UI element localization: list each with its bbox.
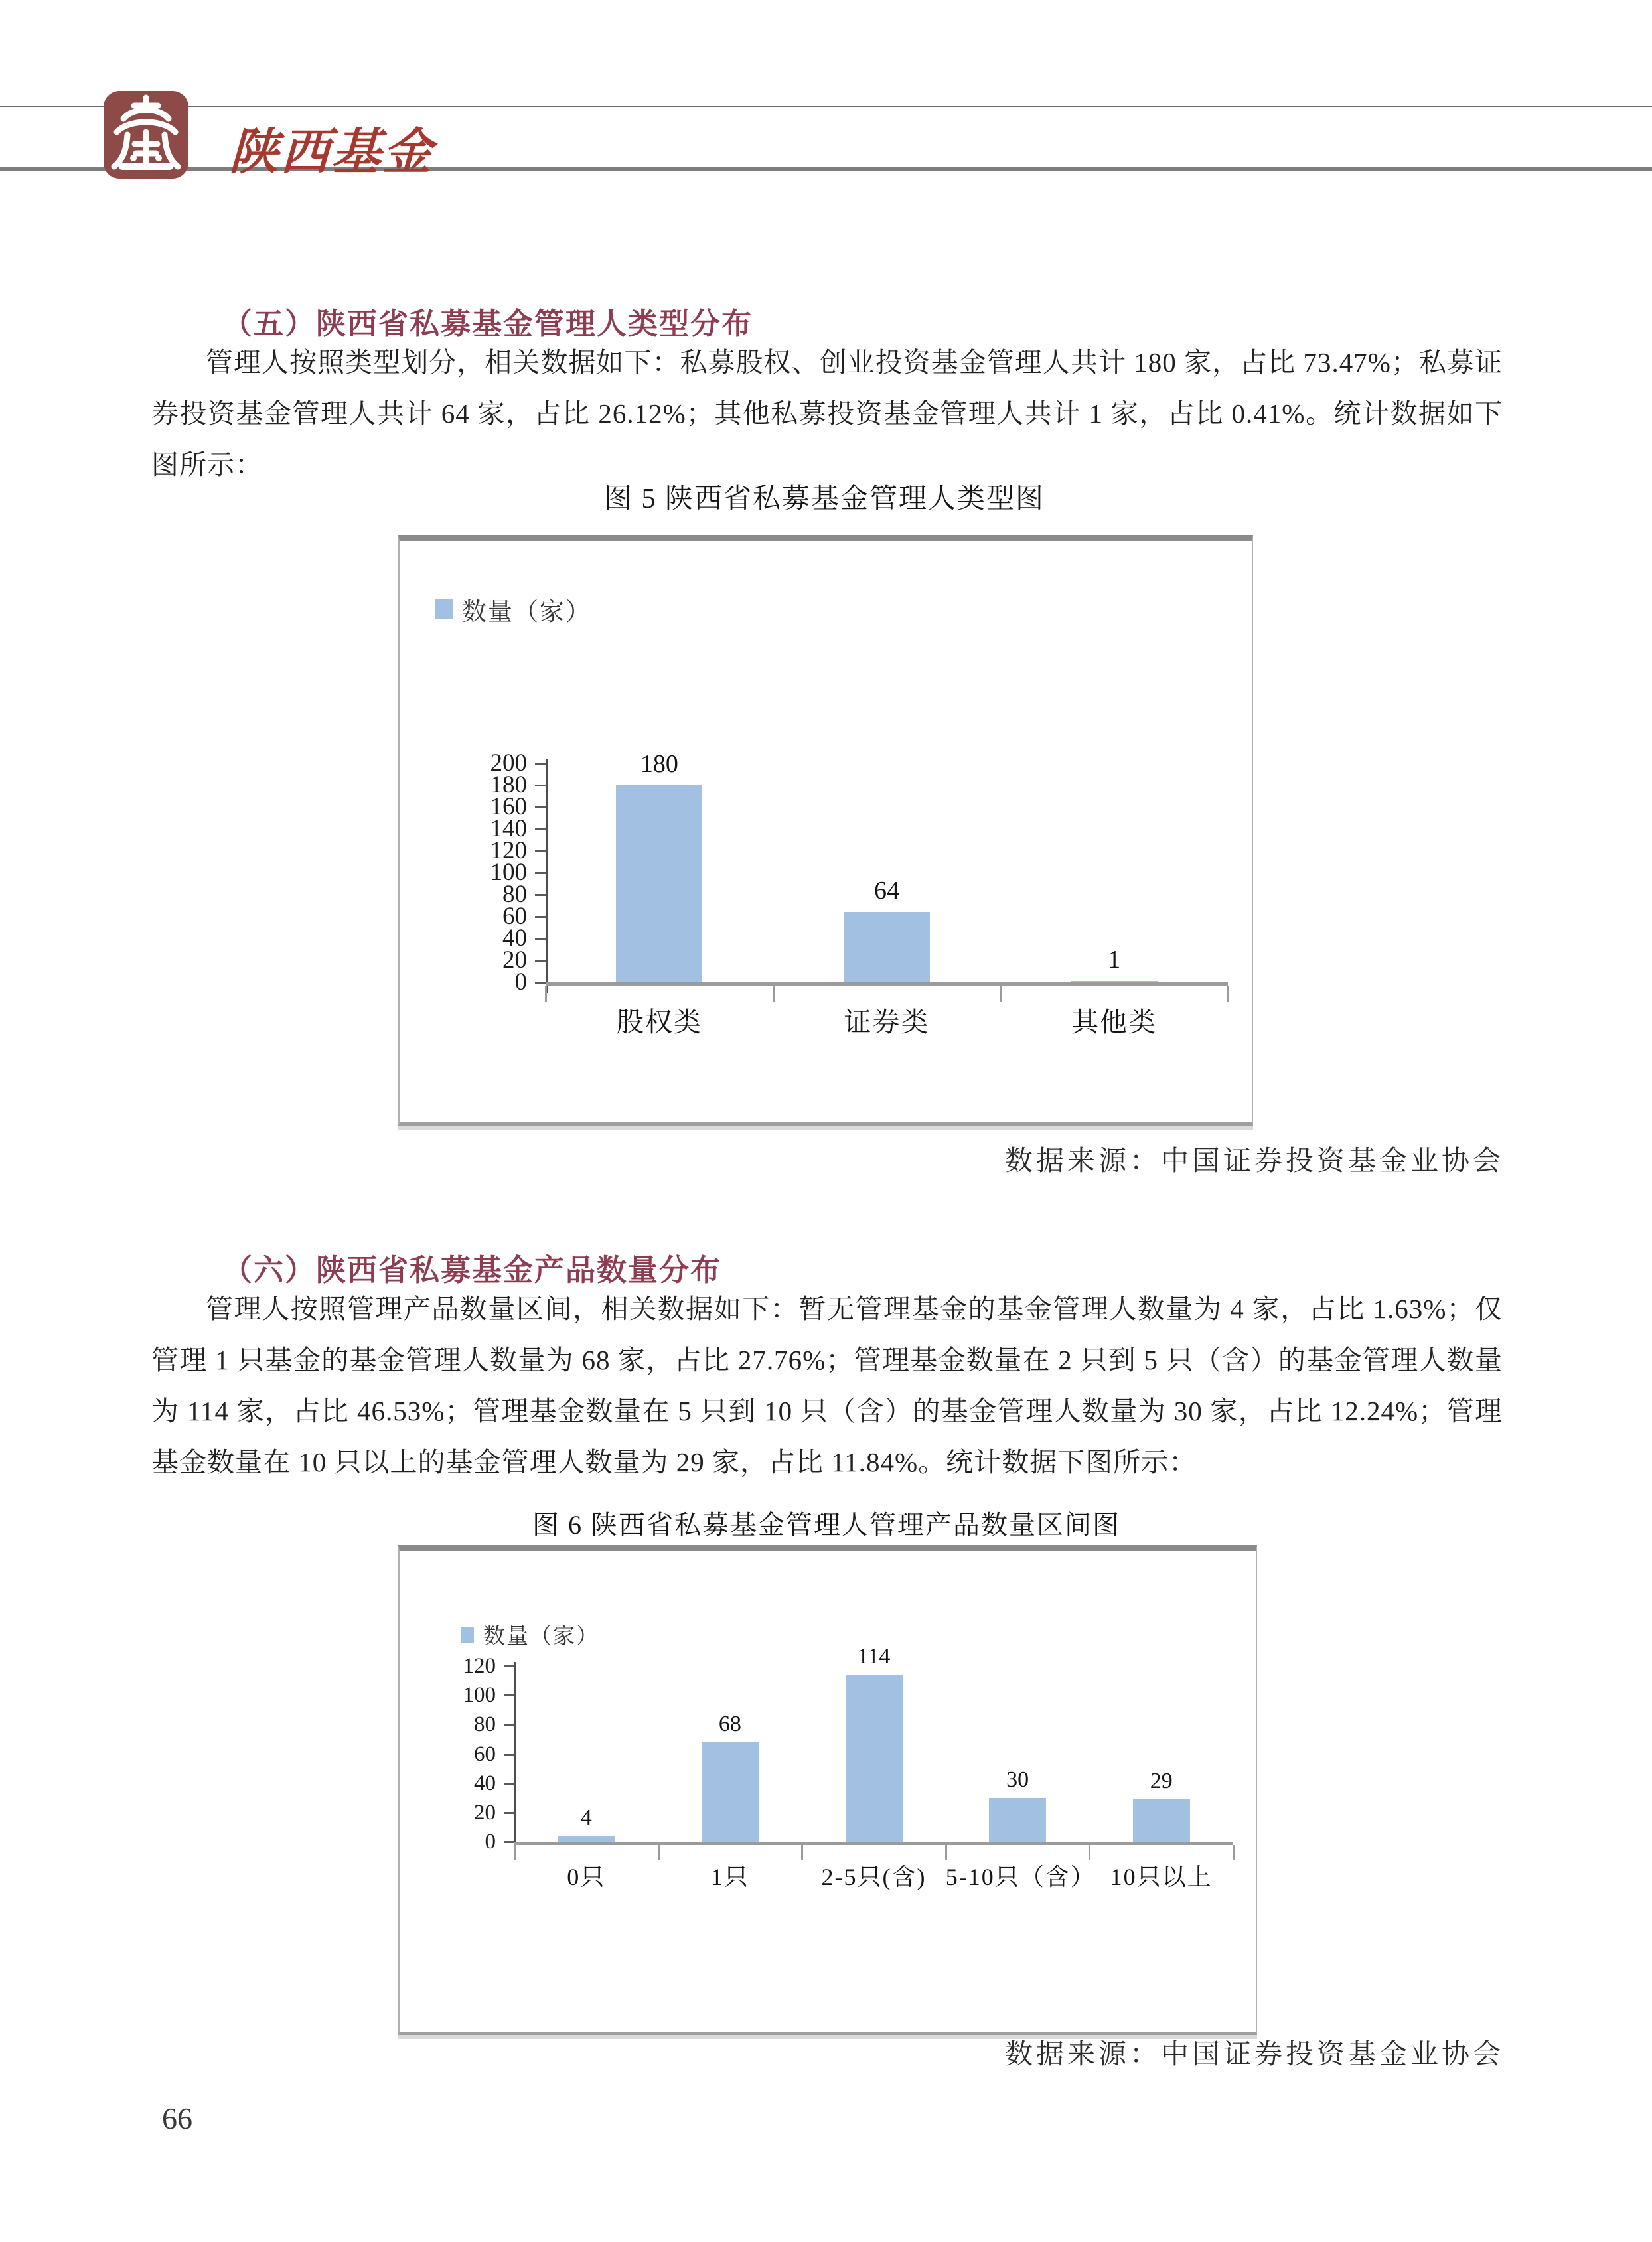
header-divider-thin bbox=[0, 106, 1652, 107]
section-5-paragraph: 管理人按照类型划分，相关数据如下：私募股权、创业投资基金管理人共计 180 家，占比 73.47%；私募证券投资基金管理人共计 64 家，占比 26.12%；其他私募投资基金管理人共计 1 家，占比 0.41%。统计数据如下图所示： bbox=[151, 347, 1503, 480]
category-label: 证券类 bbox=[844, 1007, 930, 1037]
y-axis-line bbox=[514, 1662, 516, 1852]
y-tick bbox=[535, 938, 546, 940]
y-tick-label: 80 bbox=[474, 1712, 496, 1737]
x-boundary-tick bbox=[658, 1845, 660, 1860]
y-tick bbox=[504, 1754, 514, 1756]
page-number: 66 bbox=[162, 2101, 192, 2135]
legend-label: 数量（家） bbox=[462, 599, 591, 626]
legend-color-swatch bbox=[461, 1627, 474, 1643]
figure-5-caption: 图 5 陕西省私募基金管理人类型图 bbox=[603, 484, 1045, 514]
y-tick-label: 0 bbox=[485, 1830, 496, 1854]
brand-calligraphy: 陕西基金 bbox=[228, 125, 435, 180]
bar bbox=[1133, 1799, 1190, 1842]
y-tick-label: 0 bbox=[514, 968, 527, 996]
section-5-heading: （五）陕西省私募基金管理人类型分布 bbox=[222, 307, 753, 340]
y-tick bbox=[535, 850, 546, 852]
y-tick-label: 60 bbox=[502, 903, 527, 930]
figure-5-chart bbox=[398, 535, 1253, 1126]
y-tick bbox=[535, 982, 546, 984]
y-tick bbox=[504, 1665, 514, 1667]
y-tick bbox=[535, 872, 546, 874]
bar-value-label: 68 bbox=[718, 1712, 741, 1736]
y-tick bbox=[535, 960, 546, 962]
y-tick-label: 140 bbox=[490, 815, 527, 842]
x-boundary-tick bbox=[801, 1845, 803, 1860]
bar-value-label: 64 bbox=[874, 877, 899, 905]
y-tick bbox=[535, 894, 546, 896]
y-tick bbox=[535, 828, 546, 830]
bar-value-label: 1 bbox=[1108, 946, 1121, 974]
bar-value-label: 4 bbox=[580, 1805, 592, 1830]
bar-value-label: 30 bbox=[1006, 1767, 1029, 1792]
x-axis-line bbox=[546, 982, 1228, 986]
y-tick-label: 20 bbox=[474, 1800, 496, 1825]
category-label: 2-5只(含) bbox=[821, 1864, 927, 1890]
y-tick-label: 120 bbox=[463, 1654, 496, 1678]
legend bbox=[435, 591, 591, 627]
x-boundary-tick bbox=[514, 1845, 516, 1860]
bar bbox=[989, 1798, 1046, 1842]
y-tick-label: 120 bbox=[490, 837, 527, 864]
x-axis-line bbox=[514, 1842, 1233, 1845]
figure-6-caption: 图 6 陕西省私募基金管理人管理产品数量区间图 bbox=[532, 1510, 1120, 1540]
section-6-heading: （六）陕西省私募基金产品数量分布 bbox=[222, 1253, 722, 1287]
y-tick-label: 40 bbox=[502, 925, 527, 952]
x-boundary-tick bbox=[1089, 1845, 1090, 1860]
y-tick-label: 160 bbox=[490, 793, 527, 820]
y-axis-line bbox=[546, 759, 548, 993]
y-tick bbox=[504, 1694, 514, 1696]
legend-label: 数量（家） bbox=[483, 1625, 599, 1649]
y-tick-label: 100 bbox=[463, 1683, 496, 1708]
category-label: 1只 bbox=[710, 1864, 749, 1890]
x-boundary-tick bbox=[1233, 1845, 1235, 1860]
y-tick-label: 180 bbox=[490, 771, 527, 798]
bar-value-label: 114 bbox=[857, 1644, 891, 1669]
y-tick bbox=[504, 1783, 514, 1785]
category-label: 10只以上 bbox=[1110, 1864, 1213, 1890]
category-label: 0只 bbox=[567, 1864, 606, 1890]
pagoda-seal-icon bbox=[104, 91, 188, 179]
bar bbox=[558, 1836, 615, 1842]
y-tick bbox=[535, 763, 546, 765]
data-source-note: 数据来源：中国证券投资基金业协会 bbox=[1004, 2040, 1504, 2070]
bar bbox=[616, 785, 702, 982]
y-tick-label: 60 bbox=[474, 1742, 496, 1766]
y-tick-label: 80 bbox=[502, 881, 527, 908]
y-tick bbox=[504, 1841, 514, 1843]
x-boundary-tick bbox=[1227, 986, 1229, 1002]
x-boundary-tick bbox=[1000, 986, 1002, 1002]
legend bbox=[461, 1619, 599, 1650]
bar-value-label: 29 bbox=[1150, 1769, 1173, 1793]
y-tick-label: 40 bbox=[474, 1771, 496, 1795]
bar bbox=[1071, 981, 1158, 982]
data-source-note: 数据来源：中国证券投资基金业协会 bbox=[1004, 1146, 1504, 1177]
category-label: 其他类 bbox=[1071, 1007, 1158, 1037]
y-tick bbox=[535, 785, 546, 786]
bar bbox=[702, 1742, 759, 1842]
category-label: 5-10只（含） bbox=[945, 1864, 1096, 1890]
category-label: 股权类 bbox=[616, 1007, 702, 1037]
bar bbox=[844, 912, 930, 982]
bar-value-label: 180 bbox=[640, 750, 678, 778]
y-tick bbox=[504, 1724, 514, 1726]
y-tick bbox=[535, 916, 546, 918]
y-tick bbox=[535, 806, 546, 808]
y-tick-label: 200 bbox=[490, 749, 527, 777]
brand-logo bbox=[104, 91, 188, 179]
figure-6-chart bbox=[398, 1545, 1257, 2035]
section-6-paragraph: 管理人按照管理产品数量区间，相关数据如下：暂无管理基金的基金管理人数量为 4 家，占比 1.63%；仅管理 1 只基金的基金管理人数量为 68 家，占比 27.76%；管理基金数量在 2 只到 5 只（含）的基金管理人数量为 114 家，占比 46.53%；管理基金数量在 5 只到 10 只（含）的基金管理人数量为 30 家，占比 12.24%；管理基金数量在 10 只以上的基金管理人数量为 29 家，占比 11.84%。统计数据下图所示： bbox=[151, 1294, 1503, 1477]
y-tick-label: 20 bbox=[502, 946, 527, 974]
bar bbox=[846, 1675, 903, 1842]
x-boundary-tick bbox=[545, 986, 547, 1002]
x-boundary-tick bbox=[773, 986, 775, 1002]
legend-color-swatch bbox=[435, 599, 453, 619]
y-tick bbox=[504, 1812, 514, 1814]
x-boundary-tick bbox=[945, 1845, 947, 1860]
y-tick-label: 100 bbox=[490, 859, 527, 886]
